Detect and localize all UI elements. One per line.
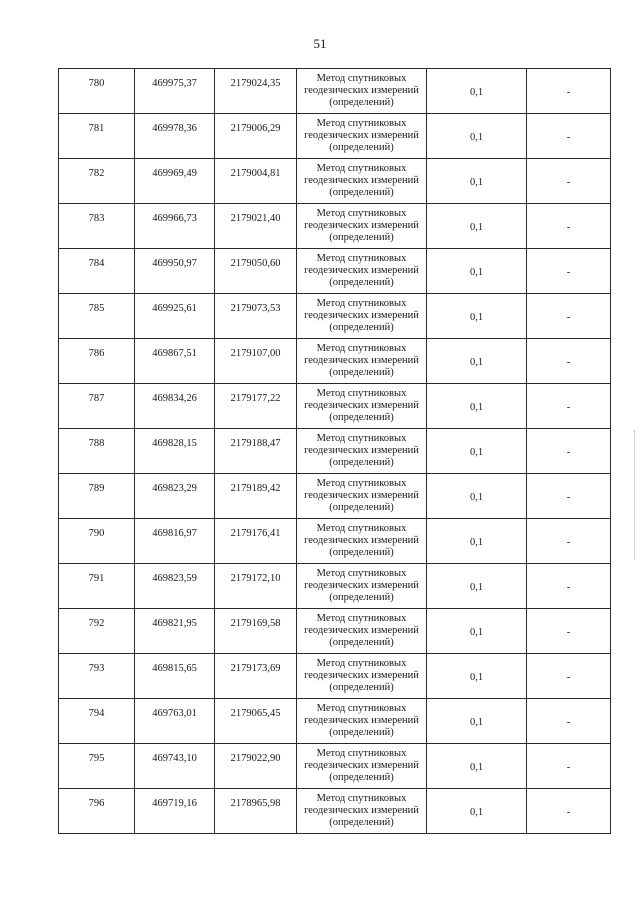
note-cell: - (527, 699, 611, 744)
accuracy-cell: 0,1 (427, 474, 527, 519)
note-cell: - (527, 519, 611, 564)
note-cell: - (527, 69, 611, 114)
method-cell: Метод спутниковых геодезических измерений (определений) (297, 114, 427, 159)
note-cell: - (527, 339, 611, 384)
accuracy-cell: 0,1 (427, 789, 527, 834)
table-row (59, 744, 611, 789)
y-coordinate-cell: 2179169,58 (215, 609, 297, 654)
note-cell: - (527, 114, 611, 159)
x-coordinate-cell: 469719,16 (135, 789, 215, 834)
accuracy-cell: 0,1 (427, 204, 527, 249)
point-number-cell: 783 (59, 204, 135, 249)
note-cell: - (527, 474, 611, 519)
method-cell: Метод спутниковых геодезических измерений (определений) (297, 294, 427, 339)
note-cell: - (527, 159, 611, 204)
accuracy-cell: 0,1 (427, 69, 527, 114)
method-cell: Метод спутниковых геодезических измерений (определений) (297, 519, 427, 564)
point-number-cell: 781 (59, 114, 135, 159)
accuracy-cell: 0,1 (427, 114, 527, 159)
note-cell: - (527, 654, 611, 699)
y-coordinate-cell: 2179004,81 (215, 159, 297, 204)
table-row (59, 429, 611, 474)
table-row (59, 339, 611, 384)
method-cell: Метод спутниковых геодезических измерений (определений) (297, 744, 427, 789)
point-number-cell: 794 (59, 699, 135, 744)
accuracy-cell: 0,1 (427, 429, 527, 474)
y-coordinate-cell: 2179024,35 (215, 69, 297, 114)
x-coordinate-cell: 469834,26 (135, 384, 215, 429)
accuracy-cell: 0,1 (427, 609, 527, 654)
y-coordinate-cell: 2179065,45 (215, 699, 297, 744)
point-number-cell: 782 (59, 159, 135, 204)
y-coordinate-cell: 2179177,22 (215, 384, 297, 429)
method-cell: Метод спутниковых геодезических измерений (определений) (297, 159, 427, 204)
method-cell: Метод спутниковых геодезических измерений (определений) (297, 564, 427, 609)
accuracy-cell: 0,1 (427, 294, 527, 339)
note-cell: - (527, 744, 611, 789)
method-cell: Метод спутниковых геодезических измерений (определений) (297, 69, 427, 114)
x-coordinate-cell: 469828,15 (135, 429, 215, 474)
y-coordinate-cell: 2179021,40 (215, 204, 297, 249)
x-coordinate-cell: 469966,73 (135, 204, 215, 249)
method-cell: Метод спутниковых геодезических измерений (определений) (297, 699, 427, 744)
x-coordinate-cell: 469743,10 (135, 744, 215, 789)
y-coordinate-cell: 2179107,00 (215, 339, 297, 384)
x-coordinate-cell: 469975,37 (135, 69, 215, 114)
method-cell: Метод спутниковых геодезических измерений (определений) (297, 384, 427, 429)
method-cell: Метод спутниковых геодезических измерений (определений) (297, 429, 427, 474)
point-number-cell: 791 (59, 564, 135, 609)
x-coordinate-cell: 469763,01 (135, 699, 215, 744)
method-cell: Метод спутниковых геодезических измерений (определений) (297, 204, 427, 249)
y-coordinate-cell: 2178965,98 (215, 789, 297, 834)
y-coordinate-cell: 2179176,41 (215, 519, 297, 564)
method-cell: Метод спутниковых геодезических измерений (определений) (297, 249, 427, 294)
table-row (59, 69, 611, 114)
y-coordinate-cell: 2179173,69 (215, 654, 297, 699)
accuracy-cell: 0,1 (427, 519, 527, 564)
scan-artifact (634, 430, 636, 560)
point-number-cell: 780 (59, 69, 135, 114)
point-number-cell: 795 (59, 744, 135, 789)
point-number-cell: 789 (59, 474, 135, 519)
accuracy-cell: 0,1 (427, 159, 527, 204)
method-cell: Метод спутниковых геодезических измерений (определений) (297, 609, 427, 654)
coordinates-table-body (59, 69, 611, 834)
point-number-cell: 790 (59, 519, 135, 564)
accuracy-cell: 0,1 (427, 699, 527, 744)
note-cell: - (527, 429, 611, 474)
y-coordinate-cell: 2179172,10 (215, 564, 297, 609)
y-coordinate-cell: 2179189,42 (215, 474, 297, 519)
method-cell: Метод спутниковых геодезических измерений (определений) (297, 339, 427, 384)
table-row (59, 159, 611, 204)
x-coordinate-cell: 469816,97 (135, 519, 215, 564)
note-cell: - (527, 249, 611, 294)
accuracy-cell: 0,1 (427, 249, 527, 294)
table-row (59, 249, 611, 294)
x-coordinate-cell: 469925,61 (135, 294, 215, 339)
point-number-cell: 784 (59, 249, 135, 294)
x-coordinate-cell: 469815,65 (135, 654, 215, 699)
table-row (59, 114, 611, 159)
note-cell: - (527, 564, 611, 609)
table-row (59, 654, 611, 699)
accuracy-cell: 0,1 (427, 339, 527, 384)
table-row (59, 564, 611, 609)
table-row (59, 474, 611, 519)
x-coordinate-cell: 469821,95 (135, 609, 215, 654)
table-row (59, 384, 611, 429)
point-number-cell: 792 (59, 609, 135, 654)
y-coordinate-cell: 2179188,47 (215, 429, 297, 474)
note-cell: - (527, 384, 611, 429)
x-coordinate-cell: 469978,36 (135, 114, 215, 159)
note-cell: - (527, 204, 611, 249)
point-number-cell: 796 (59, 789, 135, 834)
table-row (59, 609, 611, 654)
accuracy-cell: 0,1 (427, 384, 527, 429)
method-cell: Метод спутниковых геодезических измерений (определений) (297, 789, 427, 834)
table-row (59, 699, 611, 744)
y-coordinate-cell: 2179050,60 (215, 249, 297, 294)
x-coordinate-cell: 469950,97 (135, 249, 215, 294)
note-cell: - (527, 789, 611, 834)
note-cell: - (527, 609, 611, 654)
x-coordinate-cell: 469867,51 (135, 339, 215, 384)
x-coordinate-cell: 469969,49 (135, 159, 215, 204)
x-coordinate-cell: 469823,59 (135, 564, 215, 609)
coordinates-table (58, 68, 611, 834)
table-row (59, 519, 611, 564)
y-coordinate-cell: 2179006,29 (215, 114, 297, 159)
x-coordinate-cell: 469823,29 (135, 474, 215, 519)
point-number-cell: 793 (59, 654, 135, 699)
table-row (59, 294, 611, 339)
point-number-cell: 786 (59, 339, 135, 384)
accuracy-cell: 0,1 (427, 744, 527, 789)
accuracy-cell: 0,1 (427, 564, 527, 609)
point-number-cell: 787 (59, 384, 135, 429)
accuracy-cell: 0,1 (427, 654, 527, 699)
point-number-cell: 788 (59, 429, 135, 474)
note-cell: - (527, 294, 611, 339)
y-coordinate-cell: 2179022,90 (215, 744, 297, 789)
method-cell: Метод спутниковых геодезических измерений (определений) (297, 654, 427, 699)
point-number-cell: 785 (59, 294, 135, 339)
method-cell: Метод спутниковых геодезических измерений (определений) (297, 474, 427, 519)
page-number: 51 (313, 36, 327, 51)
table-row (59, 204, 611, 249)
table-row (59, 789, 611, 834)
y-coordinate-cell: 2179073,53 (215, 294, 297, 339)
